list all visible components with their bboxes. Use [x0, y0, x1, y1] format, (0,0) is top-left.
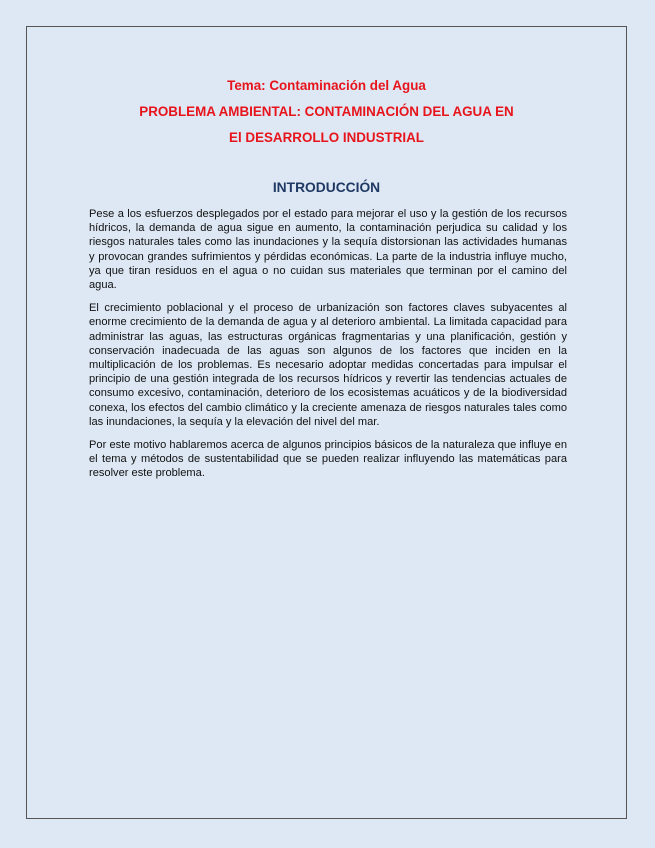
document-page	[26, 26, 627, 819]
paragraph: Pese a los esfuerzos desplegados por el estado para mejorar el uso y la gestión de los recursos hídricos, la demanda de agua sigue en aumento, la contaminación perjudica su calidad y los riesgos naturales tales como las inundaciones y la sequía distorsionan las actividades humanas y provocan grandes sufrimientos y pérdidas económicas. La parte de la industria influye mucho, ya que tiran residuos en el agua o no cuidan sus materiales que terminan por el camino del agua.	[89, 208, 567, 292]
introduction-body	[89, 207, 567, 490]
problem-title-line-1: PROBLEMA AMBIENTAL: CONTAMINACIÓN DEL AGUA EN	[139, 104, 514, 119]
title-block	[27, 73, 626, 151]
paragraph: Por este motivo hablaremos acerca de algunos principios básicos de la naturaleza que influye en el tema y métodos de sustentabilidad que se pueden realizar influyendo las matemáticas para resolver este problema.	[89, 439, 567, 480]
introduction-heading: INTRODUCCIÓN	[272, 180, 381, 195]
topic-title: Tema: Contaminación del Agua	[227, 78, 426, 93]
paragraph: El crecimiento poblacional y el proceso de urbanización son factores claves subyacentes al enorme crecimiento de la demanda de agua y al deterioro ambiental. La limitada capacidad para administrar las aguas, las estructuras orgánicas fragmentarias y una planificación, gestión y conservación inadecuada de las aguas son algunos de los factores que inciden en la multiplicación de los problemas. Es necesario adoptar medidas concertadas para impulsar el principio de una gestión integrada de los recursos hídricos y revertir las tendencias actuales de consumo excesivo, contaminación, deterioro de los ecosistemas acuáticos y de la biodiversidad conexa, los efectos del cambio climático y la creciente amenaza de riesgos naturales tales como las inundaciones, la sequía y la elevación del nivel del mar.	[89, 302, 567, 428]
problem-title-line-2: El DESARROLLO INDUSTRIAL	[229, 130, 424, 145]
